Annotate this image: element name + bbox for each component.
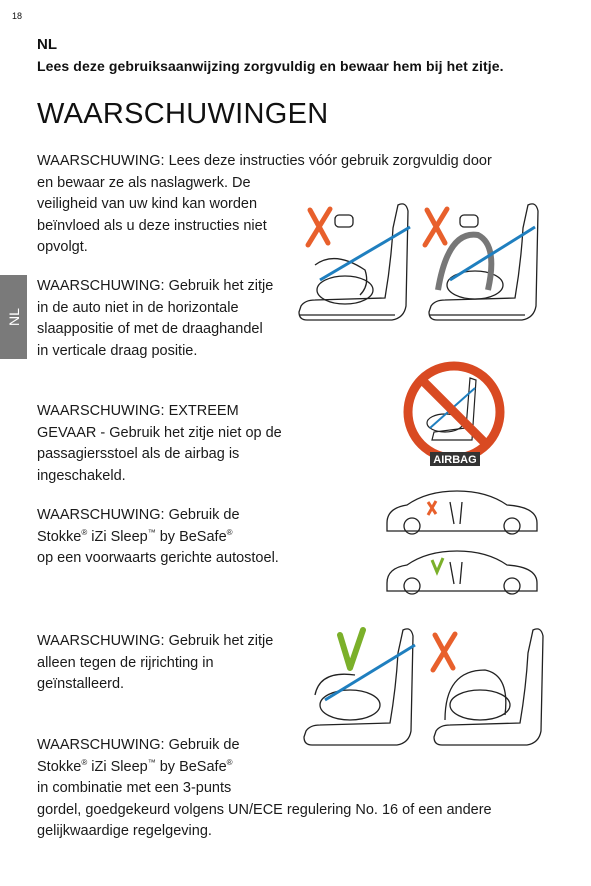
registered-mark: ® bbox=[226, 527, 233, 537]
warning-5 bbox=[37, 631, 277, 696]
correct-check-icon bbox=[340, 630, 363, 668]
warning-text: op een voorwaarts gerichte autostoel. bbox=[37, 550, 279, 566]
warning-text-continued: gordel, goedgekeurd volgens UN/ECE regulering No. 16 of een andere gelijkwaardige regelgeving. bbox=[37, 801, 492, 839]
warning-label: WAARSCHUWING: bbox=[37, 507, 165, 523]
illustration-car-orientation bbox=[382, 488, 542, 598]
language-side-tab bbox=[0, 275, 27, 359]
warning-4 bbox=[37, 505, 287, 570]
illustration-rearward-facing bbox=[295, 620, 555, 760]
side-tab-label: NL bbox=[5, 308, 22, 326]
warning-text: Gebruik de Stokke bbox=[37, 737, 240, 775]
warning-label: WAARSCHUWING: bbox=[37, 737, 165, 753]
warning-text: Gebruik de Stokke bbox=[37, 507, 240, 545]
warning-text: Gebruik het zitje in de auto niet in de horizontale slaappositie of met de draaghandel in verticale draag positie. bbox=[37, 278, 274, 359]
warning-text: iZi Sleep bbox=[87, 528, 148, 545]
illustration-wrong-positions bbox=[290, 195, 550, 345]
seat-belt-icon bbox=[325, 645, 415, 700]
warning-label: WAARSCHUWING: bbox=[37, 153, 165, 169]
warning-text: by BeSafe bbox=[155, 528, 227, 545]
warning-text: Lees deze instructies vóór gebruik zorgvuldig door bbox=[164, 153, 492, 169]
trademark-mark: ™ bbox=[147, 527, 156, 537]
correct-check-icon bbox=[432, 558, 443, 572]
registered-mark: ® bbox=[81, 527, 88, 537]
warning-3 bbox=[37, 401, 287, 487]
wrong-cross-icon bbox=[428, 501, 436, 515]
warning-label: WAARSCHUWING: bbox=[37, 633, 165, 649]
intro-text: Lees deze gebruiksaanwijzing zorgvuldig en bewaar hem bij het zitje. bbox=[37, 58, 504, 74]
wrong-cross-icon bbox=[433, 634, 455, 670]
warning-label: WAARSCHUWING: bbox=[37, 403, 165, 419]
warning-text-continued: en bewaar ze als naslagwerk. De veiligheid van uw kind kan worden beïnvloed als u deze instructies niet opvolgt. bbox=[37, 174, 267, 255]
warning-2 bbox=[37, 276, 277, 362]
airbag-label: AIRBAG bbox=[433, 454, 477, 466]
warning-text: by BeSafe bbox=[155, 758, 227, 775]
warning-text: in combinatie met een 3-punts bbox=[37, 780, 232, 796]
wrong-cross-icon bbox=[308, 209, 447, 245]
warning-text: EXTREEM GEVAAR - Gebruik het zitje niet op de passagiersstoel als de airbag is ingeschakeld. bbox=[37, 403, 282, 484]
illustration-airbag-prohibited bbox=[400, 358, 510, 468]
registered-mark: ® bbox=[81, 757, 88, 767]
trademark-mark: ™ bbox=[147, 757, 156, 767]
warning-text: Gebruik het zitje alleen tegen de rijrichting in geïnstalleerd. bbox=[37, 633, 274, 692]
warning-label: WAARSCHUWING: bbox=[37, 278, 165, 294]
warning-text: iZi Sleep bbox=[87, 758, 148, 775]
registered-mark: ® bbox=[226, 757, 233, 767]
page-title: WAARSCHUWINGEN bbox=[37, 98, 329, 130]
language-code: NL bbox=[37, 36, 57, 53]
page-number: 18 bbox=[12, 11, 23, 21]
